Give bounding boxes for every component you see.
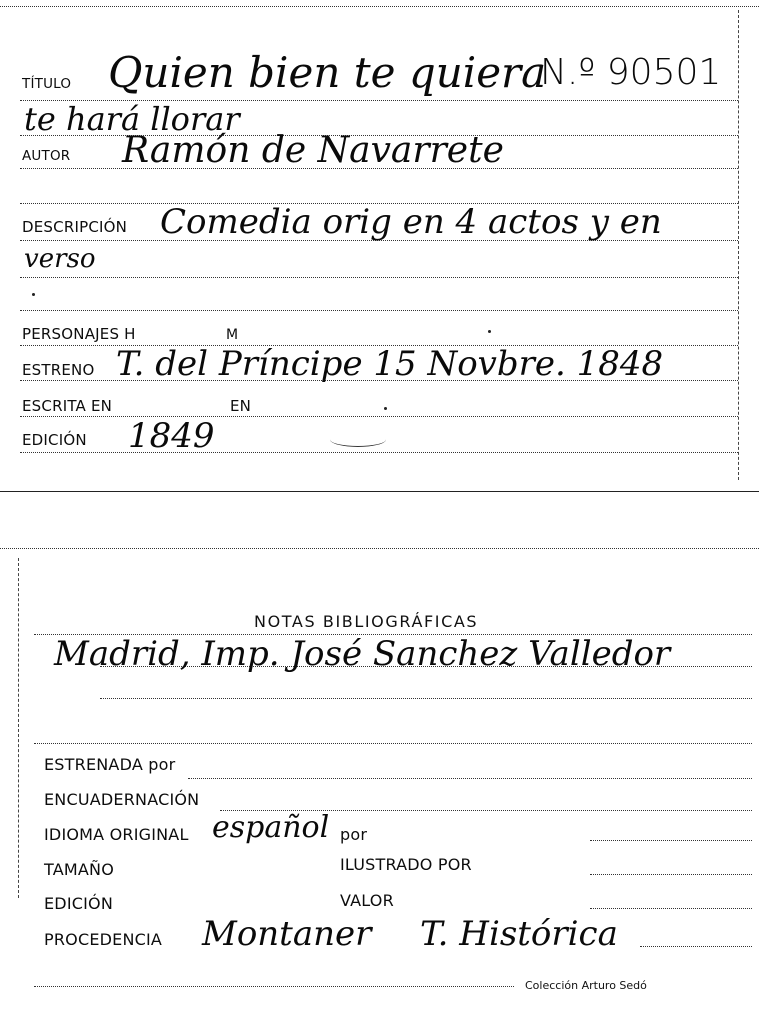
autor-value: Ramón de Navarrete [122,130,504,171]
personajes-h-label: PERSONAJES H [22,325,136,343]
ruled-line [590,908,752,909]
ruled-line [34,743,752,744]
autor-label: AUTOR [22,148,71,164]
ruled-line [100,698,752,699]
ruled-line [590,840,752,841]
procedencia-label: PROCEDENCIA [44,930,163,949]
ink-stroke [330,432,386,447]
procedencia-value: Montaner [202,914,372,954]
edicion-label-bottom: EDICIÓN [44,894,114,913]
collection-credit: Colección Arturo Sedó [525,979,647,992]
catalog-card-top [0,0,759,494]
ink-speck [384,407,387,410]
titulo-value: Quien bien te quiera [108,48,547,97]
procedencia-nota: T. Histórica [420,914,618,954]
valor-label: VALOR [340,891,394,910]
ink-speck [488,330,491,333]
tamano-label: TAMAÑO [44,860,114,879]
personajes-m-label: M [226,327,239,343]
escrita-en2-label: EN [230,397,252,415]
idioma-original-value: español [212,810,330,845]
catalog-card-bottom [0,538,759,1028]
notas-value: Madrid, Imp. José Sanchez Valledor [54,634,671,674]
titulo-label: TÍTULO [22,76,72,92]
descripcion-label: DESCRIPCIÓN [22,218,128,236]
card-right-edge [738,10,739,480]
card-top-edge [0,6,759,7]
estrenada-por-label: ESTRENADA por [44,755,176,774]
edicion-label: EDICIÓN [22,431,87,449]
ruled-line [640,946,752,947]
estreno-value: T. del Príncipe 15 Novbre. 1848 [116,344,664,384]
descripcion-value: Comedia orig en 4 actos y en [160,202,662,242]
edicion-value: 1849 [128,416,215,456]
idioma-por-label: por [340,825,368,844]
ruled-line [20,277,738,278]
notas-heading: NOTAS BIBLIOGRÁFICAS [254,612,479,631]
ruled-line [34,986,514,987]
encuadernacion-label: ENCUADERNACIÓN [44,790,200,809]
card-cut-line [0,491,759,492]
numero-value: N.º 90501 [540,52,722,93]
idioma-original-label: IDIOMA ORIGINAL [44,825,189,844]
titulo-value-line2: te hará llorar [24,100,240,138]
descripcion-value-line2: verso [24,244,96,274]
ruled-line [20,310,738,311]
ilustrado-por-label: ILUSTRADO POR [340,855,472,874]
card-left-edge [18,558,19,898]
escrita-en-label: ESCRITA EN [22,397,113,415]
ruled-line [188,778,752,779]
ruled-line [590,874,752,875]
card-top-edge [0,548,759,549]
estreno-label: ESTRENO [22,361,95,379]
ink-speck [32,293,35,296]
